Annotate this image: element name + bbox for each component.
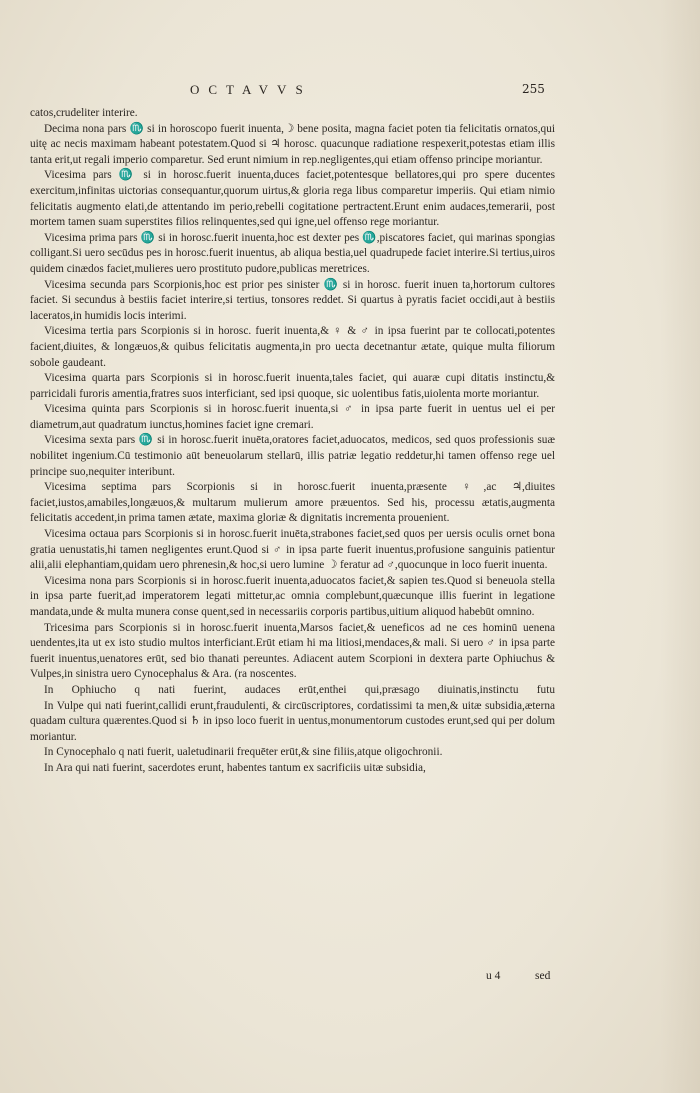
folio-number: 255 <box>522 82 545 96</box>
page-gutter-shadow <box>660 0 700 1093</box>
catchword-line <box>0 970 700 986</box>
paragraph: Vicesima quarta pars Scorpionis si in horosc.fuerit inuenta,tales faciet, qui auaræ cupi ditatis instinctu,& parricidali furoris amentia,fratres suos interficiant, sed ipsi quoque, sic uolentibus fatis,uiolenta morte moriantur. <box>30 372 555 400</box>
paragraph: Vicesima septima pars Scorpionis si in horosc.fuerit inuenta,præsente ♀,ac ♃,diuites faciet,iustos,amabiles,longæuos,& multarum mulierum amore præuentos. Sed his, processu ætatis,augmenta felicitatis accedent,in prima tamen ætate, maxima gloriæ & dignitatis incrementa prouenient. <box>30 481 555 525</box>
paragraph: catos,crudeliter interire. <box>30 107 138 119</box>
paragraph: In Ophiucho q nati fuerint, audaces erūt,enthei qui,præsago diuinatis,instinctu futu <box>44 683 555 696</box>
paragraph: Vicesima octaua pars Scorpionis si in horosc.fuerit inuēta,strabones faciet,sed quos per uersis oculis ornet bona gratia uenustatis,hi tamen negligentes erunt.Quod si ♂ in ipsa parte fuerit inuentus,profusione sanguinis patientur alii,alii elephantiam,quidam uero phrenesin,& hoc,si uero lumine ☽ feratur ad ♂,quocunque in loco fuerit inuenta. <box>30 528 555 572</box>
paragraph: In Ara qui nati fuerint, sacerdotes erunt, habentes tantum ex sacrificiis uitæ subsidia, <box>44 761 426 774</box>
paragraph: Vicesima nona pars Scorpionis si in horosc.fuerit inuenta,aduocatos faciet,& sapien tes.Quod si beneuola stella in ipsa parte fuerit,ad imperatorem legati mittetur,ac omnia complebunt,quæcunque illis fuerint in legatione mandata,unde & multa munera conse quent,sed in necessariis corporis partibus,uitium aliquod habebūt omnino. <box>30 574 555 618</box>
paragraph: Vicesima pars ♏ si in horosc.fuerit inuenta,duces faciet,potentesque bellatores,qui pro spere ducentes exercitum,infinitas uictorias consequantur,quorum uirtus,& gloria rega libus comparetur imperiis. Qui etiam nimio felicitatis augmento elati,de attentando im perio,rebelli cogitatione pertractent.Erunt enim audaces,temerarii, post mortem tamen suam superstites filios relinquentes,sed qui igne,uel offenso rege moriantur. <box>30 169 555 229</box>
paragraph: Vicesima secunda pars Scorpionis,hoc est prior pes sinister ♏ si in horosc. fuerit inuen ta,hortorum cultores faciet. Si secundus à bestiis faciet interire,si tertius, tonsores reddet. Si quartus à pyratis faciet occidi,aut à bestiis laceratos,in humidis locis interimi. <box>30 278 555 322</box>
paragraph: Tricesima pars Scorpionis si in horosc.fuerit inuenta,Marsos faciet,& ueneficos ad ne ces hominū uenena uendentes,ita ut ex isto studio multos interficiant.Erūt etiam hi ma litiosi,mendaces,& mali. Si uero ♂ in ipsa parte fuerit inuentus,uenatores erūt, sed bio thanati pereuntes. Adiacent autem Scorpioni in dextera parte Ophiuchus & Vulpes,in sinistra uero Cynocephalus & Ara. (ra noscentes. <box>30 621 555 681</box>
paragraph: Vicesima prima pars ♏ si in horosc.fuerit inuenta,hoc est dexter pes ♏,piscatores faciet, qui marinas spongias colligant.Si uero secūdus pes in horosc.fuerit inuentus, ab aliqua bestia,uel quadrupede faciet interire.Si tertius,uiros quidem cinædos faciet,mulieres uero prostituto pudore,publicas meretrices. <box>30 231 555 275</box>
running-head: OCTAVVS <box>190 82 312 97</box>
page-header <box>0 82 700 102</box>
paragraph: Vicesima quinta pars Scorpionis si in horosc.fuerit inuenta,si ♂ in ipsa parte fuerit in uentus uel ei per diametrum,aut quadratum iunctus,homines faciet igne cremari. <box>30 403 555 431</box>
paragraph: In Cynocephalo q nati fuerit, ualetudinarii frequēter erūt,& sine filiis,atque oligochronii. <box>44 746 443 759</box>
paragraph: In Vulpe qui nati fuerint,callidi erunt,fraudulenti, & circūscriptores, cordatissimi ta men,& uitæ subsidia,æterna quadam cultura quærentes.Quod si ♄ in ipso loco fuerit in uentus,monumentorum custodes erunt,sed qui per dolum moriantur. <box>30 699 555 743</box>
paragraph: Vicesima sexta pars ♏ si in horosc.fuerit inuēta,oratores faciet,aduocatos, medicos, sed quos professionis suæ nobilitet ingenium.Cū testimonio aūt beneuolarum stellarū, illis patriæ legatio reddetur,hi tamen offenso rege uel principe suo,nequiter interibunt. <box>30 434 555 478</box>
body-text <box>30 106 555 777</box>
paragraph: Decima nona pars ♏ si in horoscopo fuerit inuenta,☽ bene posita, magna faciet poten tia felicitatis ornatos,qui uitę ac necis maximam habeant potestatem.Quod si ♃ horosc. quacunque radiatione respexerit,potestas etiam illis tanta erit,ut regali imperio comparetur. Sed erunt nimium in rep.negligentes,qui etiam offenso principe moriantur. <box>30 122 555 166</box>
catchword: sed <box>535 970 551 982</box>
signature-mark: u 4 <box>486 970 501 982</box>
paragraph: Vicesima tertia pars Scorpionis si in horosc. fuerit inuenta,& ♀ & ♂ in ipsa fuerint par te collocati,potentes facient,diuites, & longæuos,& quibus felicitatis augmenta,in pro uecta decetnantur ætate, quique multa filiorum sobole gaudeant. <box>30 325 555 369</box>
